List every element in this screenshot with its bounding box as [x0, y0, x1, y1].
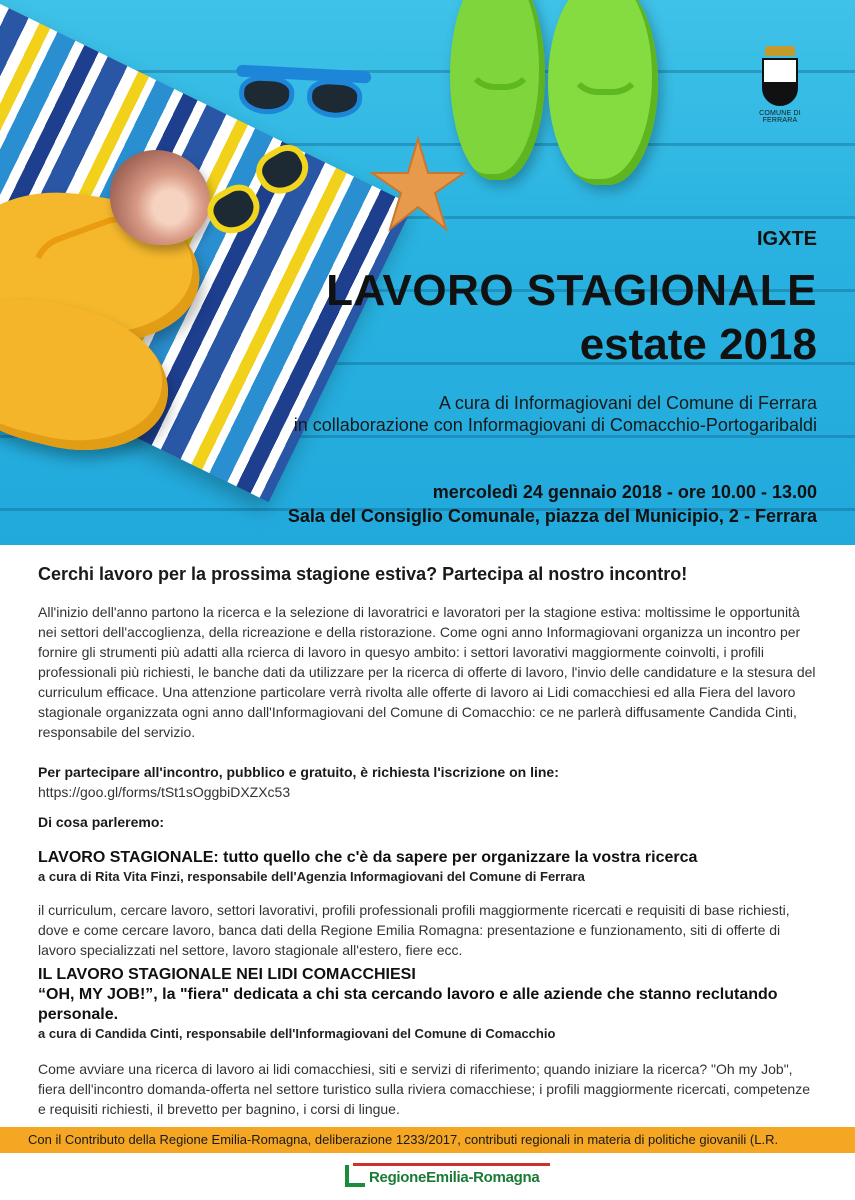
organizers	[294, 392, 817, 436]
section-lidi-comacchiesi	[38, 965, 820, 1119]
event-details	[288, 480, 817, 528]
topics-heading: Di cosa parleremo:	[38, 814, 165, 830]
logo-label: COMUNE DI FERRARA	[759, 110, 801, 124]
registration-block	[38, 762, 820, 802]
registration-link[interactable]: https://goo.gl/forms/tSt1sOggbiDXZXc53	[38, 784, 291, 800]
intro-block	[38, 602, 820, 742]
lead-block	[38, 560, 818, 585]
region-logo-text: RegioneEmilia-Romagna	[369, 1169, 540, 1186]
section-title: IL LAVORO STAGIONALE NEI LIDI COMACCHIESI	[38, 966, 416, 983]
section-title: LAVORO STAGIONALE: tutto quello che c'è da sapere per organizzare la vostra ricerca	[38, 849, 698, 866]
kicker: IGXTE	[756, 228, 817, 250]
lead-heading: Cerchi lavoro per la prossima stagione estiva? Partecipa al nostro incontro!	[38, 564, 688, 584]
section-speaker: a cura di Candida Cinti, responsabile dell'Informagiovani del Comune di Comacchio	[38, 1026, 556, 1041]
event-date: mercoledì 24 gennaio 2018 - ore 10.00 - 13.00	[432, 482, 817, 502]
contribution-bar: Con il Contributo della Regione Emilia-Romagna, deliberazione 1233/2017, contributi regionali in materia di politiche giovanili (L.R.	[0, 1127, 855, 1153]
intro-paragraph: All'inizio dell'anno partono la ricerca e la selezione di lavoratrici e lavoratori per la stagione estiva: moltissime le opportunità nei settori dell'accoglienza, della ricreazione e della ristorazione. Come ogni anno Informagiovani organizza un incontro per fornire gli strumenti più adatti alla rcierca di lavoro in quesyo ambito: i settori lavorativi maggiormente coinvolti, i profili professionali più richiesti, le banche dati da utilizzare per la ricerca di offerte di lavoro, l'invio delle candidature e la stesura del curriculum efficace. Una attenzione particolare verrà rivolta alle offerte di lavoro ai Lidi comacchiesi ed alla Fiera del lavoro stagionale organizzata ogni anno dall'Informagiovani del Comune di Comacchio: ce ne parlerà diffusamente Candida Cinti, responsabile del servizio.	[38, 604, 816, 740]
event-venue: Sala del Consiglio Comunale, piazza del Municipio, 2 - Ferrara	[287, 506, 817, 526]
comune-logo	[745, 38, 815, 124]
section-lavoro-stagionale	[38, 848, 820, 960]
region-logo	[345, 1163, 550, 1191]
starfish-icon	[368, 135, 468, 235]
section-title-secondary: “OH, MY JOB!”, la "fiera" dedicata a chi sta cercando lavoro e alle aziende che stanno reclutando personale.	[38, 986, 778, 1023]
section-text: il curriculum, cercare lavoro, settori lavorativi, profili professionali profili maggiormente ricercati e requisiti di base richiesti, dove e come cercare lavoro, banca dati della Regione Emilia Romagna: presentazione e funzionamento, siti di offerte di lavoro specializzati nel settore, lavoro stagionale all'estero, fiere ecc.	[38, 902, 790, 958]
organizer-line: A cura di Informagiovani del Comune di Ferrara	[438, 393, 817, 413]
region-mark-icon	[345, 1165, 365, 1187]
page-title: LAVORO STAGIONALE	[326, 266, 817, 315]
section-speaker: a cura di Rita Vita Finzi, responsabile dell'Agenzia Informagiovani del Comune di Ferrara	[38, 869, 585, 884]
crown-icon	[765, 46, 795, 56]
blue-sunglasses-image	[234, 65, 372, 132]
section-text: Come avviare una ricerca di lavoro ai lidi comacchiesi, siti e servizi di riferimento; quando iniziare la ricerca? "Oh my Job", fiera dell'incontro domanda-offerta nel settore turistico sulla riviera comacchiese; i profili maggiormente ricercati, competenze e requisiti richiesti, il brevetto per bagnino, i corsi di lingue.	[38, 1061, 810, 1117]
shield-icon	[762, 58, 798, 106]
page-subtitle: estate 2018	[579, 320, 817, 369]
registration-label: Per partecipare all'incontro, pubblico e gratuito, è richiesta l'iscrizione on line:	[38, 764, 559, 780]
organizer-line: in collaborazione con Informagiovani di Comacchio-Portogaribaldi	[293, 415, 817, 435]
hero-banner	[0, 0, 855, 545]
